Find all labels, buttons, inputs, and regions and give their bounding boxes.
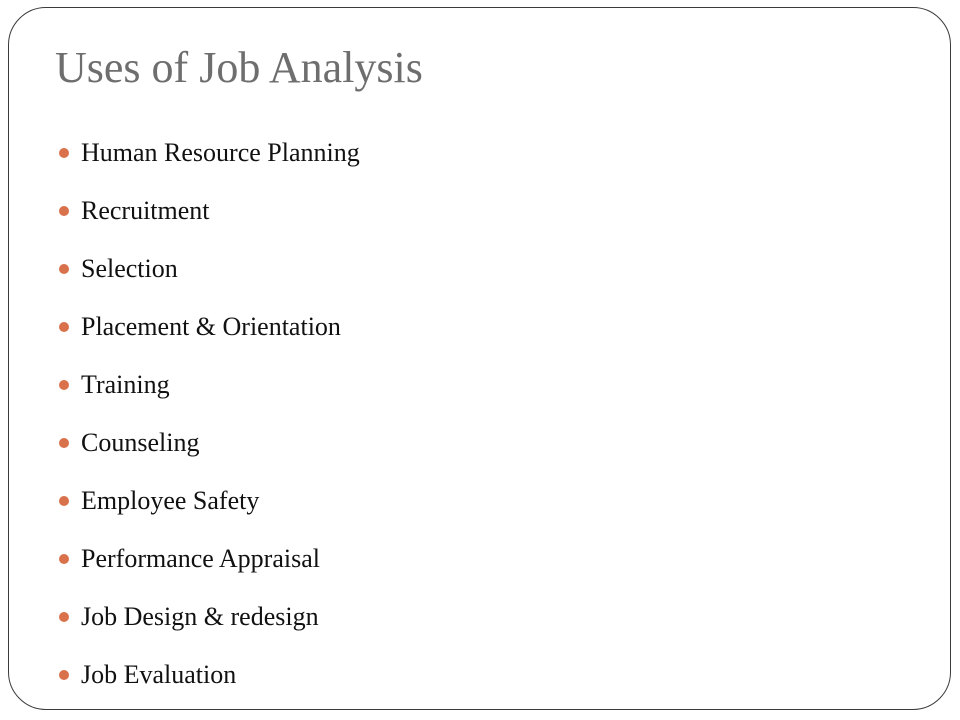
bullet-dot-icon (59, 322, 69, 332)
list-item-label: Counseling (81, 428, 200, 457)
list-item (59, 182, 360, 240)
list-item-label: Job Evaluation (81, 660, 237, 689)
bullet-dot-icon (59, 496, 69, 506)
bullet-list (59, 124, 360, 704)
list-item (59, 298, 360, 356)
list-item-label: Job Design & redesign (81, 602, 319, 631)
bullet-dot-icon (59, 206, 69, 216)
bullet-dot-icon (59, 264, 69, 274)
list-item-label: Training (81, 370, 170, 399)
list-item-label: Employee Safety (81, 486, 260, 515)
bullet-dot-icon (59, 612, 69, 622)
list-item (59, 530, 360, 588)
bullet-dot-icon (59, 148, 69, 158)
list-item (59, 472, 360, 530)
list-item-label: Placement & Orientation (81, 312, 341, 341)
slide-frame (8, 7, 951, 710)
list-item-label: Performance Appraisal (81, 544, 320, 573)
list-item (59, 124, 360, 182)
list-item-label: Human Resource Planning (81, 138, 360, 167)
list-item (59, 588, 360, 646)
bullet-dot-icon (59, 554, 69, 564)
slide-title: Uses of Job Analysis (55, 43, 423, 92)
bullet-dot-icon (59, 438, 69, 448)
list-item-label: Recruitment (81, 196, 210, 225)
bullet-dot-icon (59, 670, 69, 680)
list-item (59, 356, 360, 414)
list-item-label: Selection (81, 254, 178, 283)
bullet-dot-icon (59, 380, 69, 390)
list-item (59, 646, 360, 704)
list-item (59, 240, 360, 298)
list-item (59, 414, 360, 472)
